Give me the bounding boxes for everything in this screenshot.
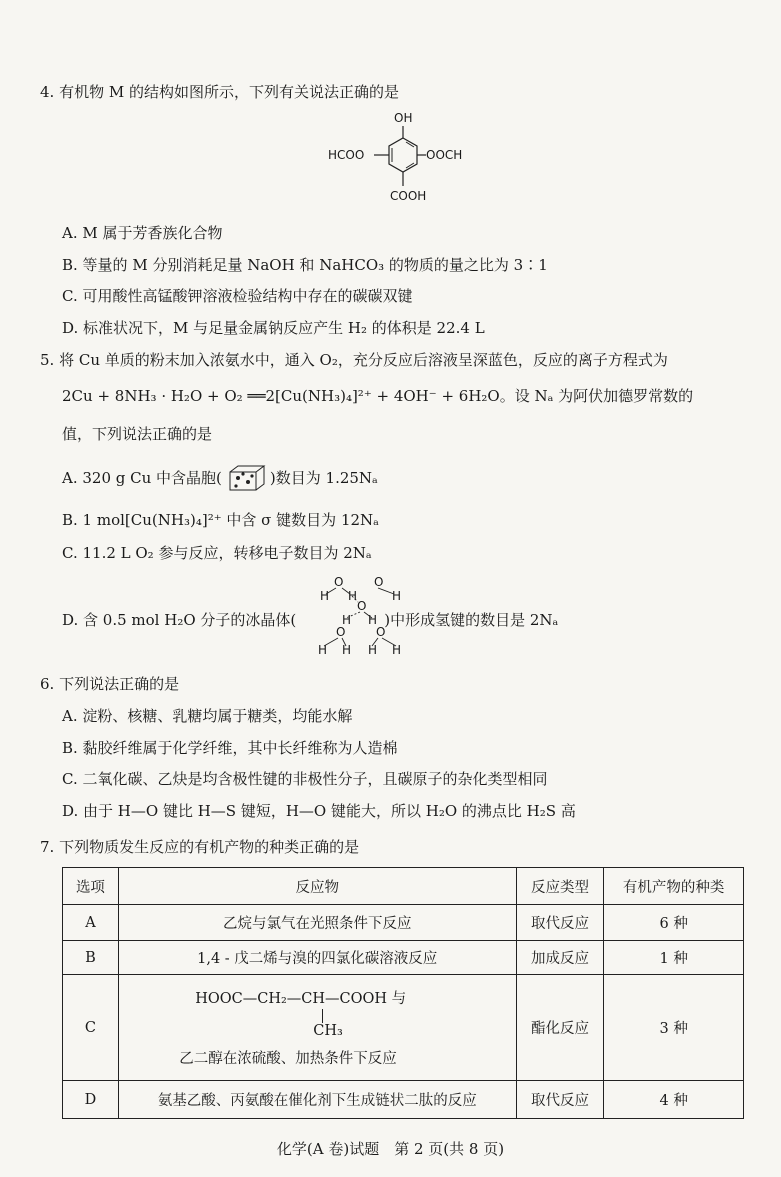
row-a-reactant: 乙烷与氯气在光照条件下反应 [118, 905, 516, 941]
q6-option-c[interactable]: C. 二氧化碳、乙炔是均含极性键的非极性分子，且碳原子的杂化类型相同 [62, 770, 548, 788]
q4-label-bottom: COOH [390, 189, 427, 203]
row-c-reactant [118, 975, 516, 1081]
row-b-option: B [63, 941, 119, 975]
svg-text:H: H [318, 643, 328, 657]
header-count: 有机产物的种类 [604, 868, 744, 905]
q4-structure [326, 108, 476, 208]
row-d-count: 4 种 [604, 1081, 744, 1119]
q7-stem: 7. 下列物质发生反应的有机产物的种类正确的是 [40, 838, 360, 856]
q6-option-d[interactable]: D. 由于 H—O 键比 H—S 键短，H—O 键能大，所以 H₂O 的沸点比 H₂S 高 [62, 802, 576, 820]
svg-text:H: H [392, 643, 402, 657]
q5-option-a-post: )数目为 1.25Nₐ [269, 469, 378, 487]
row-d-reactant: 氨基乙酸、丙氨酸在催化剂下生成链状二肽的反应 [118, 1081, 516, 1119]
row-b-reactant: 1,4 - 戊二烯与溴的四氯化碳溶液反应 [118, 941, 516, 975]
header-option: 选项 [63, 868, 119, 905]
table-row[interactable] [63, 975, 744, 1081]
svg-text:H: H [320, 589, 330, 603]
table-row[interactable] [63, 1081, 744, 1119]
svg-text:H: H [392, 589, 402, 603]
svg-text:H: H [342, 613, 352, 627]
q4-stem: 4. 有机物 M 的结构如图所示，下列有关说法正确的是 [40, 83, 399, 101]
benzene-ring [389, 138, 417, 172]
row-c-condition: 乙二醇在浓硫酸、加热条件下反应 [179, 1050, 397, 1067]
svg-text:H: H [368, 643, 378, 657]
q4-option-a[interactable]: A. M 属于芳香族化合物 [62, 224, 223, 242]
q5-stem-line1: 5. 将 Cu 单质的粉末加入浓氨水中，通入 O₂，充分反应后溶液呈深蓝色，反应的离子方程式为 [40, 351, 668, 369]
row-c-formula: HOOC—CH₂—CH—COOH 与 [195, 990, 407, 1007]
q5-stem-line2: 2Cu + 8NH₃ · H₂O + O₂ ══2[Cu(NH₃)₄]²⁺ + 4OH⁻ + 6H₂O。设 Nₐ 为阿伏加德罗常数的 [62, 387, 694, 405]
ice-crystal-structure [312, 574, 408, 660]
row-c-branch: CH₃ [313, 1022, 343, 1039]
q5-option-d-post: )中形成氢键的数目是 2Nₐ [384, 611, 559, 629]
row-c-count: 3 种 [604, 975, 744, 1081]
table-row[interactable] [63, 941, 744, 975]
row-c-type: 酯化反应 [516, 975, 604, 1081]
row-d-option: D [63, 1081, 119, 1119]
q6-stem: 6. 下列说法正确的是 [40, 675, 180, 693]
svg-text:O: O [357, 599, 367, 613]
table-row[interactable] [63, 905, 744, 941]
q4-label-left: HCOO [328, 148, 365, 162]
q5-option-b[interactable]: B. 1 mol[Cu(NH₃)₄]²⁺ 中含 σ 键数目为 12Nₐ [62, 511, 379, 529]
row-b-count: 1 种 [604, 941, 744, 975]
svg-text:H: H [348, 589, 358, 603]
q4-label-right: OOCH [426, 148, 463, 162]
row-a-type: 取代反应 [516, 905, 604, 941]
svg-text:H: H [368, 613, 378, 627]
q5-stem-line3: 值，下列说法正确的是 [62, 425, 213, 443]
table-header-row [63, 868, 744, 905]
svg-text:O: O [376, 625, 386, 639]
row-a-option: A [63, 905, 119, 941]
q4-option-b[interactable]: B. 等量的 M 分别消耗足量 NaOH 和 NaHCO₃ 的物质的量之比为 3∶1 [62, 256, 548, 274]
q4-label-top: OH [394, 111, 413, 125]
row-c-option: C [63, 975, 119, 1081]
row-b-type: 加成反应 [516, 941, 604, 975]
q5-option-a-pre: A. 320 g Cu 中含晶胞( [62, 469, 222, 487]
svg-text:O: O [336, 625, 346, 639]
page-footer: 化学(A 卷)试题 第 2 页(共 8 页) [276, 1140, 505, 1158]
svg-text:O: O [334, 575, 344, 589]
q5-option-d[interactable] [62, 610, 558, 630]
q5-option-a[interactable] [62, 464, 378, 494]
q5-option-c[interactable]: C. 11.2 L O₂ 参与反应，转移电子数目为 2Nₐ [62, 544, 372, 562]
q5-option-d-pre: D. 含 0.5 mol H₂O 分子的冰晶体( [62, 611, 297, 629]
row-d-type: 取代反应 [516, 1081, 604, 1119]
row-a-count: 6 种 [604, 905, 744, 941]
svg-text:O: O [374, 575, 384, 589]
header-reactant: 反应物 [118, 868, 516, 905]
branch-bond [322, 1009, 323, 1023]
q4-option-d[interactable]: D. 标准状况下，M 与足量金属钠反应产生 H₂ 的体积是 22.4 L [62, 319, 485, 337]
svg-text:H: H [342, 643, 352, 657]
q6-option-b[interactable]: B. 黏胶纤维属于化学纤维，其中长纤维称为人造棉 [62, 739, 398, 757]
crystal-cell-icon [222, 464, 270, 494]
q4-option-c[interactable]: C. 可用酸性高锰酸钾溶液检验结构中存在的碳碳双键 [62, 287, 413, 305]
q6-option-a[interactable]: A. 淀粉、核糖、乳糖均属于糖类，均能水解 [62, 707, 353, 725]
header-type: 反应类型 [516, 868, 604, 905]
q7-table [62, 867, 744, 1119]
